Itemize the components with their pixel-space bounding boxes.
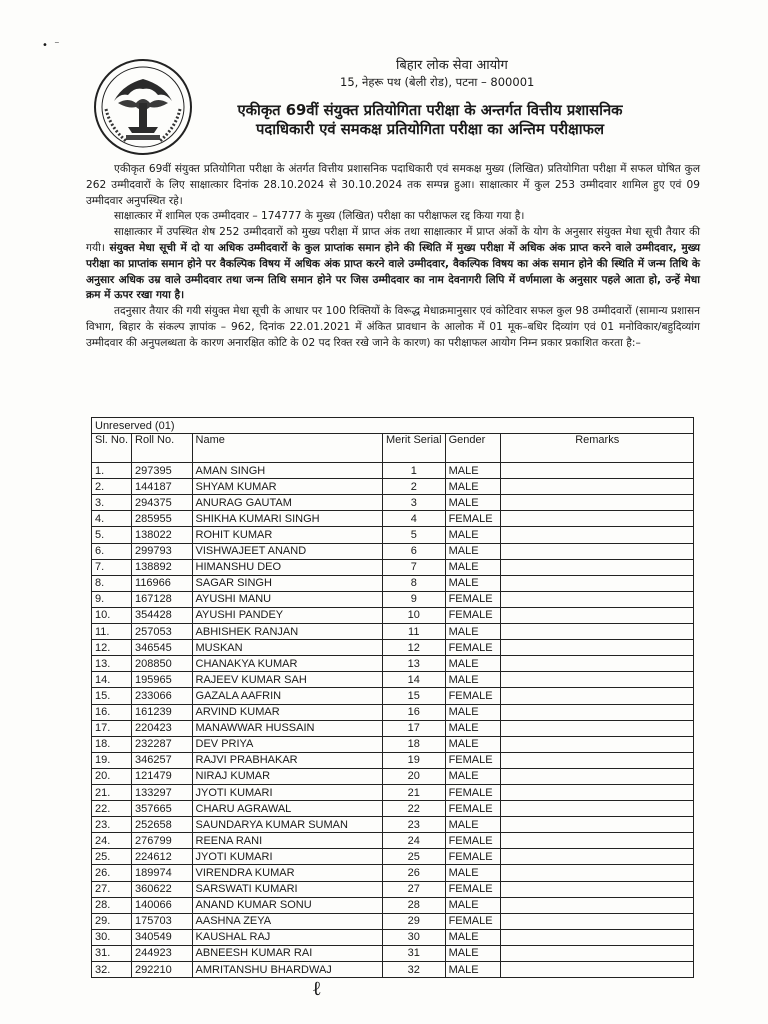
cell-sl-no: 2. — [92, 479, 132, 495]
cell-name: VIRENDRA KUMAR — [192, 865, 382, 881]
cell-sl-no: 19. — [92, 752, 132, 768]
cell-sl-no: 15. — [92, 688, 132, 704]
cell-remarks — [501, 865, 694, 881]
cell-sl-no: 22. — [92, 801, 132, 817]
cell-merit-serial: 30 — [382, 929, 445, 945]
cell-roll-no: 357665 — [132, 801, 193, 817]
cell-merit-serial: 3 — [382, 495, 445, 511]
cell-gender: MALE — [445, 624, 501, 640]
cell-remarks — [501, 479, 694, 495]
table-row — [92, 929, 694, 945]
cell-sl-no: 31. — [92, 945, 132, 961]
cell-gender: MALE — [445, 559, 501, 575]
cell-merit-serial: 28 — [382, 897, 445, 913]
cell-sl-no: 6. — [92, 543, 132, 559]
cell-remarks — [501, 640, 694, 656]
cell-gender: FEMALE — [445, 640, 501, 656]
cell-roll-no: 161239 — [132, 704, 193, 720]
cell-name: JYOTI KUMARI — [192, 784, 382, 800]
cell-roll-no: 121479 — [132, 768, 193, 784]
cell-roll-no: 244923 — [132, 945, 193, 961]
cell-remarks — [501, 752, 694, 768]
cell-merit-serial: 6 — [382, 543, 445, 559]
cell-sl-no: 1. — [92, 463, 132, 479]
cell-roll-no: 138022 — [132, 527, 193, 543]
cell-name: AASHNA ZEYA — [192, 913, 382, 929]
cell-sl-no: 3. — [92, 495, 132, 511]
cell-merit-serial: 8 — [382, 575, 445, 591]
cell-merit-serial: 18 — [382, 736, 445, 752]
cell-remarks — [501, 559, 694, 575]
cell-roll-no: 116966 — [132, 575, 193, 591]
cell-remarks — [501, 913, 694, 929]
cell-gender: FEMALE — [445, 607, 501, 623]
table-row — [92, 495, 694, 511]
header-remarks: Remarks — [501, 434, 694, 463]
cell-roll-no: 346545 — [132, 640, 193, 656]
cell-gender: FEMALE — [445, 913, 501, 929]
cell-name: ANAND KUMAR SONU — [192, 897, 382, 913]
cell-gender: MALE — [445, 672, 501, 688]
cell-roll-no: 195965 — [132, 672, 193, 688]
cell-merit-serial: 5 — [382, 527, 445, 543]
cell-remarks — [501, 672, 694, 688]
cell-remarks — [501, 591, 694, 607]
cell-sl-no: 9. — [92, 591, 132, 607]
cell-sl-no: 30. — [92, 929, 132, 945]
cell-roll-no: 297395 — [132, 463, 193, 479]
cell-merit-serial: 2 — [382, 479, 445, 495]
cell-roll-no: 144187 — [132, 479, 193, 495]
cell-gender: MALE — [445, 656, 501, 672]
table-row — [92, 881, 694, 897]
paragraph-merit-rules — [86, 225, 700, 304]
cell-sl-no: 14. — [92, 672, 132, 688]
cell-gender: MALE — [445, 768, 501, 784]
cell-merit-serial: 26 — [382, 865, 445, 881]
cell-remarks — [501, 736, 694, 752]
table-row — [92, 656, 694, 672]
table-row — [92, 833, 694, 849]
cell-remarks — [501, 575, 694, 591]
cell-gender: MALE — [445, 720, 501, 736]
cell-roll-no: 285955 — [132, 511, 193, 527]
table-row — [92, 817, 694, 833]
cell-remarks — [501, 720, 694, 736]
cell-merit-serial: 21 — [382, 784, 445, 800]
title-line-1: एकीकृत 69वीं संयुक्त प्रतियोगिता परीक्षा के अन्तर्गत वित्तीय प्रशासनिक — [237, 102, 623, 119]
cell-roll-no: 257053 — [132, 624, 193, 640]
cell-remarks — [501, 704, 694, 720]
cell-name: SHYAM KUMAR — [192, 479, 382, 495]
cell-sl-no: 23. — [92, 817, 132, 833]
table-row — [92, 897, 694, 913]
notice-body — [86, 162, 700, 352]
cell-gender: FEMALE — [445, 784, 501, 800]
cell-sl-no: 25. — [92, 849, 132, 865]
cell-sl-no: 32. — [92, 962, 132, 978]
cell-merit-serial: 1 — [382, 463, 445, 479]
cell-gender: FEMALE — [445, 849, 501, 865]
cell-roll-no: 232287 — [132, 736, 193, 752]
cell-gender: FEMALE — [445, 801, 501, 817]
cell-name: SHIKHA KUMARI SINGH — [192, 511, 382, 527]
cell-merit-serial: 25 — [382, 849, 445, 865]
table-row — [92, 527, 694, 543]
cell-merit-serial: 20 — [382, 768, 445, 784]
cell-merit-serial: 15 — [382, 688, 445, 704]
table-row — [92, 865, 694, 881]
cell-name: MUSKAN — [192, 640, 382, 656]
cell-merit-serial: 11 — [382, 624, 445, 640]
cell-roll-no: 189974 — [132, 865, 193, 881]
cell-roll-no: 233066 — [132, 688, 193, 704]
cell-merit-serial: 22 — [382, 801, 445, 817]
cell-remarks — [501, 817, 694, 833]
cell-merit-serial: 4 — [382, 511, 445, 527]
cell-name: ARVIND KUMAR — [192, 704, 382, 720]
scan-specks: • ⁻ — [42, 40, 60, 51]
cell-gender: MALE — [445, 527, 501, 543]
cell-gender: MALE — [445, 929, 501, 945]
cell-gender: MALE — [445, 817, 501, 833]
table-row — [92, 704, 694, 720]
cell-sl-no: 13. — [92, 656, 132, 672]
cell-remarks — [501, 511, 694, 527]
cell-remarks — [501, 463, 694, 479]
cell-sl-no: 20. — [92, 768, 132, 784]
cell-roll-no: 133297 — [132, 784, 193, 800]
cell-sl-no: 24. — [92, 833, 132, 849]
cell-remarks — [501, 688, 694, 704]
cell-merit-serial: 23 — [382, 817, 445, 833]
cell-gender: MALE — [445, 962, 501, 978]
category-caption: Unreserved (01) — [92, 418, 694, 434]
cell-merit-serial: 29 — [382, 913, 445, 929]
cell-name: CHANAKYA KUMAR — [192, 656, 382, 672]
cell-gender: MALE — [445, 479, 501, 495]
cell-remarks — [501, 624, 694, 640]
organization-address: 15, नेहरू पथ (बेली रोड), पटना – 800001 — [340, 75, 535, 89]
table-row — [92, 720, 694, 736]
cell-gender: MALE — [445, 865, 501, 881]
cell-name: SAGAR SINGH — [192, 575, 382, 591]
cell-gender: FEMALE — [445, 591, 501, 607]
cell-roll-no: 346257 — [132, 752, 193, 768]
cell-merit-serial: 7 — [382, 559, 445, 575]
header-name: Name — [192, 434, 382, 463]
cell-sl-no: 28. — [92, 897, 132, 913]
cell-remarks — [501, 656, 694, 672]
cell-roll-no: 175703 — [132, 913, 193, 929]
cell-gender: MALE — [445, 736, 501, 752]
table-row — [92, 607, 694, 623]
cell-name: RAJVI PRABHAKAR — [192, 752, 382, 768]
cell-remarks — [501, 543, 694, 559]
cell-gender: MALE — [445, 463, 501, 479]
cell-roll-no: 340549 — [132, 929, 193, 945]
cell-roll-no: 208850 — [132, 656, 193, 672]
cell-name: SARSWATI KUMARI — [192, 881, 382, 897]
cell-roll-no: 354428 — [132, 607, 193, 623]
cell-sl-no: 12. — [92, 640, 132, 656]
cell-merit-serial: 19 — [382, 752, 445, 768]
cell-remarks — [501, 784, 694, 800]
cell-remarks — [501, 833, 694, 849]
cell-remarks — [501, 897, 694, 913]
table-row — [92, 962, 694, 978]
paragraph-cancelled-result: साक्षात्कार में शामिल एक उम्मीदवार – 174777 के मुख्य (लिखित) परीक्षा का परीक्षाफल रद्द किया गया है। — [114, 210, 525, 223]
cell-gender: FEMALE — [445, 688, 501, 704]
cell-remarks — [501, 607, 694, 623]
table-row — [92, 575, 694, 591]
table-row — [92, 463, 694, 479]
cell-name: GAZALA AAFRIN — [192, 688, 382, 704]
cell-gender: FEMALE — [445, 511, 501, 527]
cell-remarks — [501, 527, 694, 543]
table-row — [92, 672, 694, 688]
cell-sl-no: 4. — [92, 511, 132, 527]
cell-name: REENA RANI — [192, 833, 382, 849]
cell-gender: FEMALE — [445, 752, 501, 768]
cell-name: ABHISHEK RANJAN — [192, 624, 382, 640]
table-row — [92, 913, 694, 929]
table-row — [92, 543, 694, 559]
table-row — [92, 752, 694, 768]
table-row — [92, 849, 694, 865]
cell-roll-no: 224612 — [132, 849, 193, 865]
table-row — [92, 736, 694, 752]
cell-gender: MALE — [445, 495, 501, 511]
cell-sl-no: 10. — [92, 607, 132, 623]
cell-merit-serial: 9 — [382, 591, 445, 607]
table-row — [92, 945, 694, 961]
cell-name: RAJEEV KUMAR SAH — [192, 672, 382, 688]
cell-merit-serial: 24 — [382, 833, 445, 849]
cell-gender: MALE — [445, 575, 501, 591]
cell-sl-no: 5. — [92, 527, 132, 543]
results-table — [91, 417, 694, 978]
cell-merit-serial: 12 — [382, 640, 445, 656]
cell-sl-no: 27. — [92, 881, 132, 897]
cell-roll-no: 252658 — [132, 817, 193, 833]
table-header-row — [92, 434, 694, 463]
paragraph-interview-summary: एकीकृत 69वीं संयुक्त प्रतियोगिता परीक्षा के अंतर्गत वित्तीय प्रशासनिक पदाधिकारी एवं समकक्ष मुख्य (लिखित) प्रतियोगिता परीक्षा में सफल घोषित कुल 262 उम्मीदवारों के लिए साक्षात्कार दिनांक 28.10.2024 से 30.10.2024 तक सम्पन्न हुआ। साक्षात्कार में कुल 253 उम्मीदवार शामिल हुए एवं 09 उम्मीदवार अनुपस्थित रहे। — [86, 163, 700, 207]
header-gender: Gender — [445, 434, 501, 463]
cell-merit-serial: 10 — [382, 607, 445, 623]
cell-sl-no: 8. — [92, 575, 132, 591]
cell-name: CHARU AGRAWAL — [192, 801, 382, 817]
cell-merit-serial: 32 — [382, 962, 445, 978]
table-row — [92, 479, 694, 495]
cell-gender: FEMALE — [445, 881, 501, 897]
cell-gender: MALE — [445, 897, 501, 913]
cell-sl-no: 18. — [92, 736, 132, 752]
cell-remarks — [501, 945, 694, 961]
table-row — [92, 801, 694, 817]
cell-name: NIRAJ KUMAR — [192, 768, 382, 784]
table-row — [92, 559, 694, 575]
cell-roll-no: 294375 — [132, 495, 193, 511]
cell-roll-no: 292210 — [132, 962, 193, 978]
cell-name: AYUSHI MANU — [192, 591, 382, 607]
table-row — [92, 768, 694, 784]
header-sl-no: Sl. No. — [92, 434, 132, 463]
cell-merit-serial: 17 — [382, 720, 445, 736]
cell-merit-serial: 13 — [382, 656, 445, 672]
document-title — [170, 101, 690, 139]
cell-roll-no: 276799 — [132, 833, 193, 849]
cell-sl-no: 11. — [92, 624, 132, 640]
table-row — [92, 591, 694, 607]
cell-remarks — [501, 849, 694, 865]
cell-merit-serial: 14 — [382, 672, 445, 688]
cell-roll-no: 140066 — [132, 897, 193, 913]
signature-mark: ℓ — [312, 976, 322, 1000]
title-line-2: पदाधिकारी एवं समकक्ष प्रतियोगिता परीक्षा का अन्तिम परीक्षाफल — [255, 121, 604, 138]
cell-name: ABNEESH KUMAR RAI — [192, 945, 382, 961]
cell-name: SAUNDARYA KUMAR SUMAN — [192, 817, 382, 833]
cell-sl-no: 29. — [92, 913, 132, 929]
cell-roll-no: 220423 — [132, 720, 193, 736]
table-row — [92, 640, 694, 656]
table-row — [92, 511, 694, 527]
cell-roll-no: 360622 — [132, 881, 193, 897]
cell-name: AMAN SINGH — [192, 463, 382, 479]
cell-name: ANURAG GAUTAM — [192, 495, 382, 511]
cell-sl-no: 26. — [92, 865, 132, 881]
header-roll-no: Roll No. — [132, 434, 193, 463]
cell-gender: MALE — [445, 543, 501, 559]
cell-gender: MALE — [445, 704, 501, 720]
cell-name: VISHWAJEET ANAND — [192, 543, 382, 559]
header-merit-serial: Merit Serial — [382, 434, 445, 463]
cell-remarks — [501, 801, 694, 817]
cell-remarks — [501, 881, 694, 897]
merit-rules-tiebreak: संयुक्त मेधा सूची में दो या अधिक उम्मीदवारों के कुल प्राप्तांक समान होने की स्थिति में मुख्य परीक्षा में अधिक अंक प्राप्त करने वाले उम्मीदवार, मुख्य परीक्षा का प्राप्तांक समान होने पर वैकल्पिक विषय में अधिक अंक प्राप्त करने वाले उम्मीदवार, वैकल्पिक विषय का अंक समान होने की स्थिति में जन्म तिथि के अनुसार अधिक उम्र वाले उम्मीदवार तथा जन्म तिथि समान होने पर जिस उम्मीदवार का नाम देवनागरी लिपि में वर्णमाला के अनुसार पहले आता हो, उन्हें मेधा क्रम में ऊपर रखा गया है। — [86, 241, 700, 302]
organization-name: बिहार लोक सेवा आयोग — [396, 58, 508, 73]
cell-sl-no: 21. — [92, 784, 132, 800]
cell-merit-serial: 27 — [382, 881, 445, 897]
table-body — [92, 463, 694, 978]
cell-gender: FEMALE — [445, 833, 501, 849]
cell-remarks — [501, 929, 694, 945]
merit-rules-intro: साक्षात्कार में उपस्थित शेष 252 उम्मीदवारों को मुख्य परीक्षा में प्राप्त अंक तथा साक्षात्कार में प्राप्त अंकों के योग के अनुसार संयुक्त मेधा सूची तैयार की गयी। — [86, 226, 700, 254]
paragraph-result-publication: तदनुसार तैयार की गयी संयुक्त मेधा सूची के आधार पर 100 रिक्तियों के विरूद्ध मेधाक्रमानुसार एवं कोटिवार सफल कुल 98 उम्मीदवारों (सामान्य प्रशासन विभाग, बिहार के संकल्प ज्ञापांक – 962, दिनांक 22.01.2021 में अंकित प्रावधान के आलोक में 01 मूक–बधिर दिव्यांग एवं 01 मनोविकार/बहुदिव्यांग उम्मीदवार की अनुपलब्धता के कारण अनारक्षित कोटि के 02 पद रिक्त रखे जाने के कारण) का परीक्षाफल आयोग निम्न प्रकार प्रकाशित करता है:– — [86, 305, 700, 349]
cell-remarks — [501, 962, 694, 978]
cell-roll-no: 299793 — [132, 543, 193, 559]
cell-sl-no: 16. — [92, 704, 132, 720]
cell-name: JYOTI KUMARI — [192, 849, 382, 865]
table-row — [92, 784, 694, 800]
table-caption-row — [92, 418, 694, 434]
cell-sl-no: 7. — [92, 559, 132, 575]
cell-remarks — [501, 768, 694, 784]
cell-name: ROHIT KUMAR — [192, 527, 382, 543]
cell-merit-serial: 16 — [382, 704, 445, 720]
cell-roll-no: 138892 — [132, 559, 193, 575]
table-row — [92, 688, 694, 704]
cell-name: AYUSHI PANDEY — [192, 607, 382, 623]
cell-name: MANAWWAR HUSSAIN — [192, 720, 382, 736]
cell-roll-no: 167128 — [132, 591, 193, 607]
table-row — [92, 624, 694, 640]
cell-remarks — [501, 495, 694, 511]
cell-name: HIMANSHU DEO — [192, 559, 382, 575]
cell-gender: MALE — [445, 945, 501, 961]
cell-name: KAUSHAL RAJ — [192, 929, 382, 945]
cell-merit-serial: 31 — [382, 945, 445, 961]
cell-name: DEV PRIYA — [192, 736, 382, 752]
cell-name: AMRITANSHU BHARDWAJ — [192, 962, 382, 978]
cell-sl-no: 17. — [92, 720, 132, 736]
